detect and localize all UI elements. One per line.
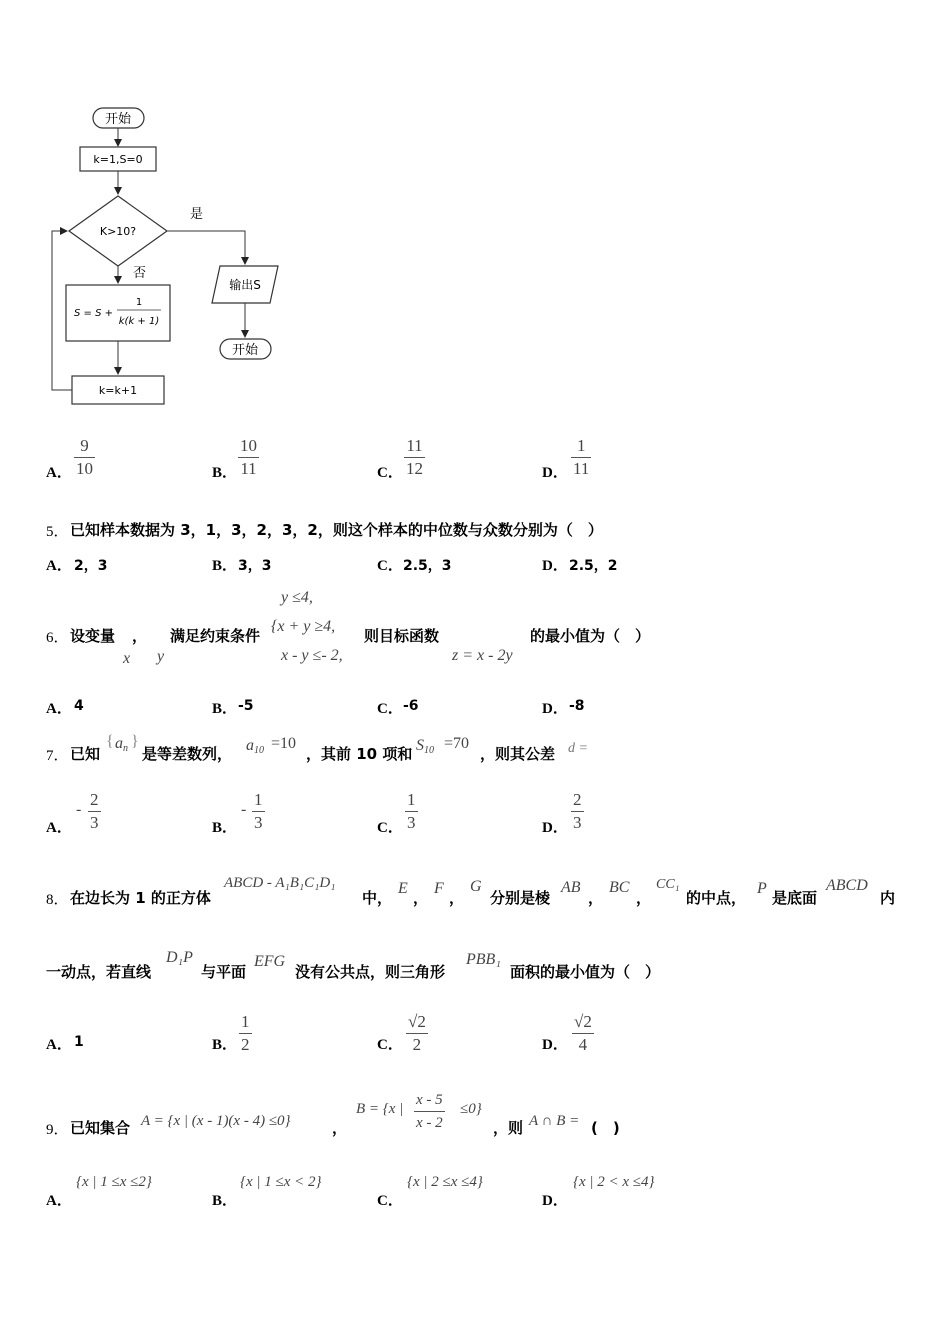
q9-set-b-post: ≤0}	[460, 1101, 482, 1117]
q8-sep-3: ，	[588, 889, 604, 907]
q5-option-b-value: 3，3	[238, 558, 272, 574]
q8-line2-c: 没有公共点，则三角形	[295, 963, 446, 981]
q6-option-b-letter: B．	[212, 701, 238, 717]
q7-s10-value: =70	[444, 735, 470, 752]
q9-option-a-value: {x | 1 ≤x ≤2}	[76, 1174, 152, 1190]
q8-edge-cc1: CC₁	[656, 877, 680, 892]
q8-option-a-letter: A．	[46, 1037, 72, 1053]
q6-objective: z = x - 2y	[452, 647, 513, 664]
q4-option-b-fraction: 10 11	[240, 436, 257, 478]
q8-line1-d: 的中点，	[686, 889, 747, 907]
update-s-den: k(k + 1)	[118, 316, 160, 327]
q8-sep-2: ，	[449, 889, 465, 907]
q8-option-d-fraction: √2 4	[574, 1012, 592, 1054]
q8-edge-bc: BC	[609, 879, 630, 896]
q4-option-b-letter: B．	[212, 465, 238, 481]
q6-text-b: 满足约束条件	[170, 627, 261, 645]
q9-comma: ，	[332, 1119, 348, 1137]
end-label: 开始	[231, 343, 259, 358]
q5-option-d-value: 2.5，2	[569, 558, 618, 574]
q7-a10-value: =10	[271, 735, 297, 752]
q9-number: 9．	[46, 1122, 69, 1138]
condition-label: K>10?	[99, 225, 137, 238]
q7-text-d: ，则其公差	[480, 745, 556, 763]
q9-text-b: ，则	[493, 1119, 524, 1137]
q8-line-d1p: D₁P	[166, 949, 193, 966]
q9-text-a: 已知集合	[70, 1119, 131, 1137]
q6-option-a-value: 4	[74, 698, 84, 714]
q6-option-a-letter: A．	[46, 701, 72, 717]
q7-text-b: 是等差数列，	[142, 745, 233, 763]
q7-option-d-fraction: 2 3	[573, 790, 582, 832]
q8-point-e: E	[398, 880, 408, 897]
q7-option-a-sign: -	[76, 801, 82, 818]
q5-option-c-value: 2.5，3	[403, 558, 452, 574]
q7-option-c-fraction: 1 3	[407, 790, 416, 832]
update-s-lhs: S = S +	[74, 308, 113, 319]
q9-set-b-pre: B = {x |	[356, 1101, 404, 1117]
q6-option-c-letter: C．	[377, 701, 403, 717]
q6-option-d-letter: D．	[542, 701, 568, 717]
q8-point-f: F	[434, 880, 444, 897]
q9-text-c: ( )	[591, 1119, 620, 1137]
q8-line1-f: 内	[880, 889, 896, 907]
q6-text-a: 设变量	[70, 627, 116, 645]
q7-option-a-letter: A．	[46, 820, 72, 836]
q8-line1-e: 是底面	[772, 889, 818, 907]
q8-option-b-fraction: 1 2	[241, 1012, 250, 1054]
flowchart	[40, 100, 300, 420]
q6-option-b-value: -5	[238, 698, 254, 714]
q8-line2-a: 一动点，若直线	[46, 963, 152, 981]
q8-line2-b: 与平面	[201, 963, 247, 981]
q8-plane-efg: EFG	[254, 953, 286, 970]
q6-comma: ，	[132, 627, 148, 645]
q8-edge-ab: AB	[561, 879, 581, 896]
q7-option-d-letter: D．	[542, 820, 568, 836]
q6-var-y: y	[157, 648, 165, 665]
q7-option-b-letter: B．	[212, 820, 238, 836]
q7-option-a-fraction: 2 3	[90, 790, 99, 832]
q6-constraint-3: x - y ≤- 2,	[281, 647, 343, 664]
q9-set-a: A = {x | (x - 1)(x - 4) ≤0}	[141, 1113, 291, 1129]
init-label: k=1,S=0	[93, 153, 143, 166]
q7-seq: $a_n$	[115, 735, 128, 754]
q8-line1-a: 在边长为 1 的正方体	[70, 889, 211, 907]
q8-option-a-value: 1	[74, 1034, 84, 1050]
increment-label: k=k+1	[98, 384, 138, 397]
q5-option-a-letter: A．	[46, 558, 72, 574]
q9-option-b-letter: B．	[212, 1193, 238, 1209]
q5-option-b-letter: B．	[212, 558, 238, 574]
q8-line2-d: 面积的最小值为（ ）	[510, 963, 661, 981]
q8-line1-b: 中，	[362, 889, 393, 907]
q8-point-g: G	[470, 878, 482, 895]
q6-constraint-1: y ≤4,	[281, 589, 313, 606]
q8-sep-1: ，	[413, 889, 429, 907]
q8-line1-c: 分别是棱	[490, 889, 551, 907]
q9-option-d-value: {x | 2 < x ≤4}	[573, 1174, 655, 1190]
q7-seq-open: {	[106, 733, 114, 750]
q4-option-a-letter: A．	[46, 465, 72, 481]
q9-option-c-value: {x | 2 ≤x ≤4}	[407, 1174, 483, 1190]
q8-option-b-letter: B．	[212, 1037, 238, 1053]
q4-option-d-fraction: 1 11	[573, 436, 590, 478]
q7-a10: $a_{10}$	[246, 737, 264, 756]
q6-number: 6．	[46, 630, 69, 646]
q5-option-c-letter: C．	[377, 558, 403, 574]
q7-s10: $S_{10}$	[416, 737, 434, 756]
q8-number: 8．	[46, 892, 69, 908]
q7-d-expr: d =	[568, 741, 588, 756]
q7-option-b-sign: -	[241, 801, 247, 818]
q4-option-c-fraction: 11 12	[406, 436, 423, 478]
q6-text-c: 则目标函数	[364, 627, 440, 645]
q5-option-d-letter: D．	[542, 558, 568, 574]
q7-option-b-fraction: 1 3	[254, 790, 263, 832]
q6-option-d-value: -8	[569, 698, 585, 714]
q7-seq-close: }	[131, 733, 139, 750]
q7-text-a: 已知	[70, 745, 101, 763]
q8-sep-4: ，	[636, 889, 652, 907]
q7-option-c-letter: C．	[377, 820, 403, 836]
yes-label: 是	[190, 207, 204, 222]
q7-text-c: ，其前 10 项和	[306, 745, 413, 763]
q4-option-c-letter: C．	[377, 465, 403, 481]
q9-intersection: A ∩ B =	[529, 1113, 580, 1129]
update-s-num: 1	[135, 297, 143, 308]
q5-option-a-value: 2，3	[74, 558, 108, 574]
q6-var-x: x	[123, 650, 131, 667]
q6-text-d: 的最小值为（ ）	[530, 627, 651, 645]
no-label: 否	[133, 266, 147, 281]
q8-cube: ABCD - A₁B₁C₁D₁	[224, 875, 336, 891]
q4-option-a-fraction: 9 10	[76, 436, 93, 478]
q8-option-c-letter: C．	[377, 1037, 403, 1053]
q8-triangle: PBB₁	[466, 951, 501, 968]
q6-constraint-2: {x + y ≥4,	[271, 618, 336, 635]
q9-set-b-fraction: x - 5 x - 2	[416, 1092, 443, 1131]
q4-option-d-letter: D．	[542, 465, 568, 481]
q6-option-c-value: -6	[403, 698, 419, 714]
q9-option-b-value: {x | 1 ≤x < 2}	[240, 1174, 322, 1190]
q9-option-c-letter: C．	[377, 1193, 403, 1209]
start-label: 开始	[104, 112, 132, 127]
q5-text: 已知样本数据为 3，1，3，2，3，2，则这个样本的中位数与众数分别为（ ）	[70, 521, 603, 539]
q8-base-abcd: ABCD	[826, 877, 868, 894]
q9-option-a-letter: A．	[46, 1193, 72, 1209]
output-label: 输出S	[229, 278, 261, 292]
q7-number: 7．	[46, 748, 69, 764]
q8-point-p: P	[757, 880, 767, 897]
q8-option-c-fraction: √2 2	[408, 1012, 426, 1054]
q5-number: 5．	[46, 524, 69, 540]
q8-option-d-letter: D．	[542, 1037, 568, 1053]
q9-option-d-letter: D．	[542, 1193, 568, 1209]
